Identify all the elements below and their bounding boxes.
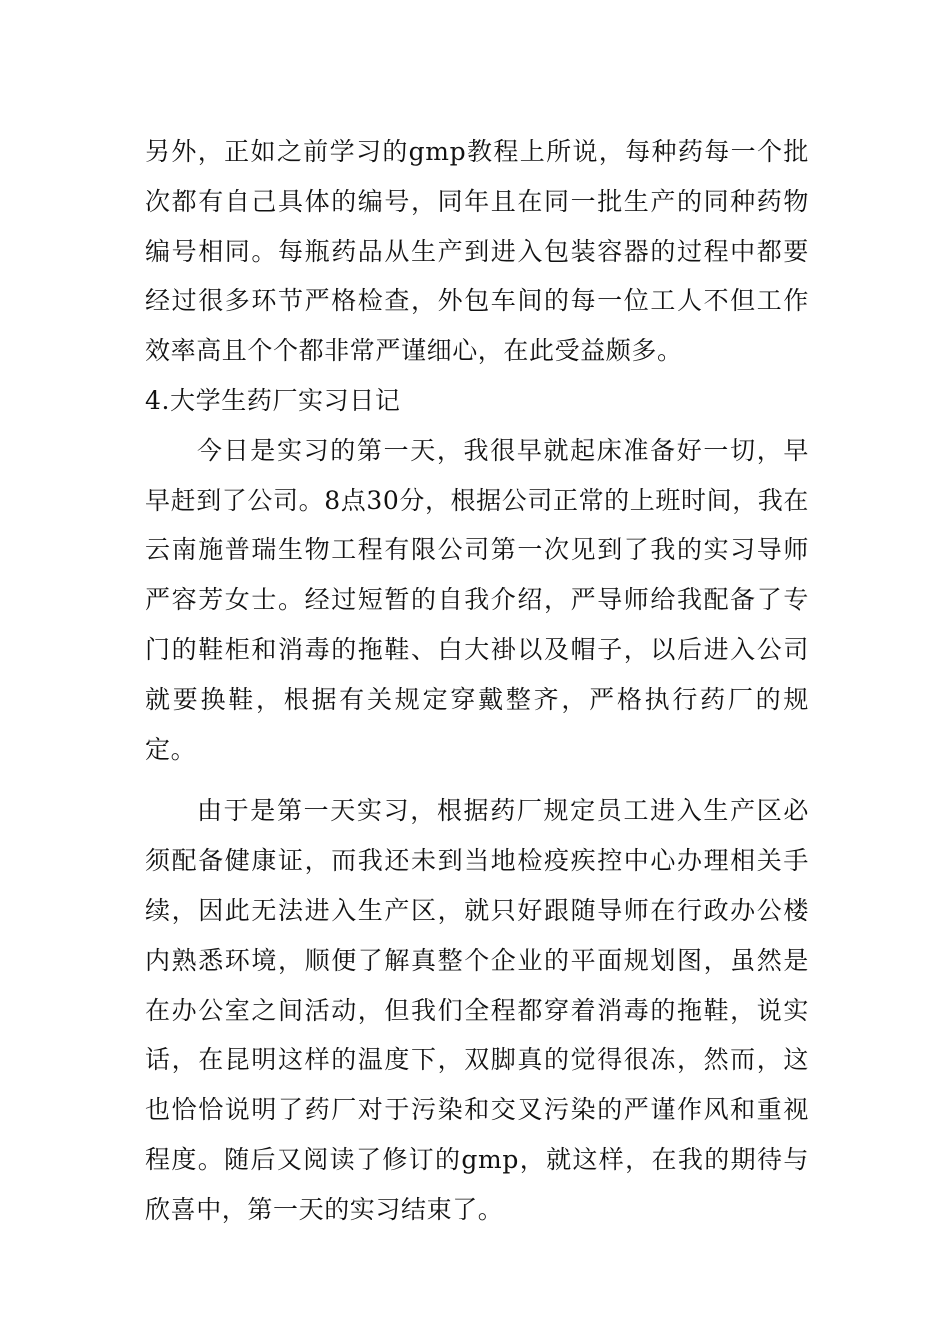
paragraph-first-day: 今日是实习的第一天，我很早就起床准备好一切，早早赶到了公司。8点30分，根据公司正常的上班时间，我在云南施普瑞生物工程有限公司第一次见到了我的实习导师严容芳女士。经过短暂的自我介绍，严导师给我配备了专门的鞋柜和消毒的拖鞋、白大褂以及帽子，以后进入公司就要换鞋，根据有关规定穿戴整齐，严格执行药厂的规定。 [145,435,809,764]
paragraph-gmp-batch-numbers: 另外，正如之前学习的gmp教程上所说，每种药每一个批次都有自己具体的编号，同年且在同一批生产的同种药物编号相同。每瓶药品从生产到进入包装容器的过程中都要经过很多环节严格检查，外包车间的每一位工人不但工作效率高且个个都非常严谨细心，在此受益颇多。 [145,137,809,366]
section-heading: 4.大学生药厂实习日记 [145,385,401,415]
document-body [145,127,809,1235]
paragraph-health-certificate: 由于是第一天实习，根据药厂规定员工进入生产区必须配备健康证，而我还未到当地检疫疾控中心办理相关手续，因此无法进入生产区，就只好跟随导师在行政办公楼内熟悉环境，顺便了解真整个企业的平面规划图，虽然是在办公室之间活动，但我们全程都穿着消毒的拖鞋，说实话，在昆明这样的温度下，双脚真的觉得很冻，然而，这也恰恰说明了药厂对于污染和交叉污染的严谨作风和重视程度。随后又阅读了修订的gmp，就这样，在我的期待与欣喜中，第一天的实习结束了。 [145,796,809,1224]
